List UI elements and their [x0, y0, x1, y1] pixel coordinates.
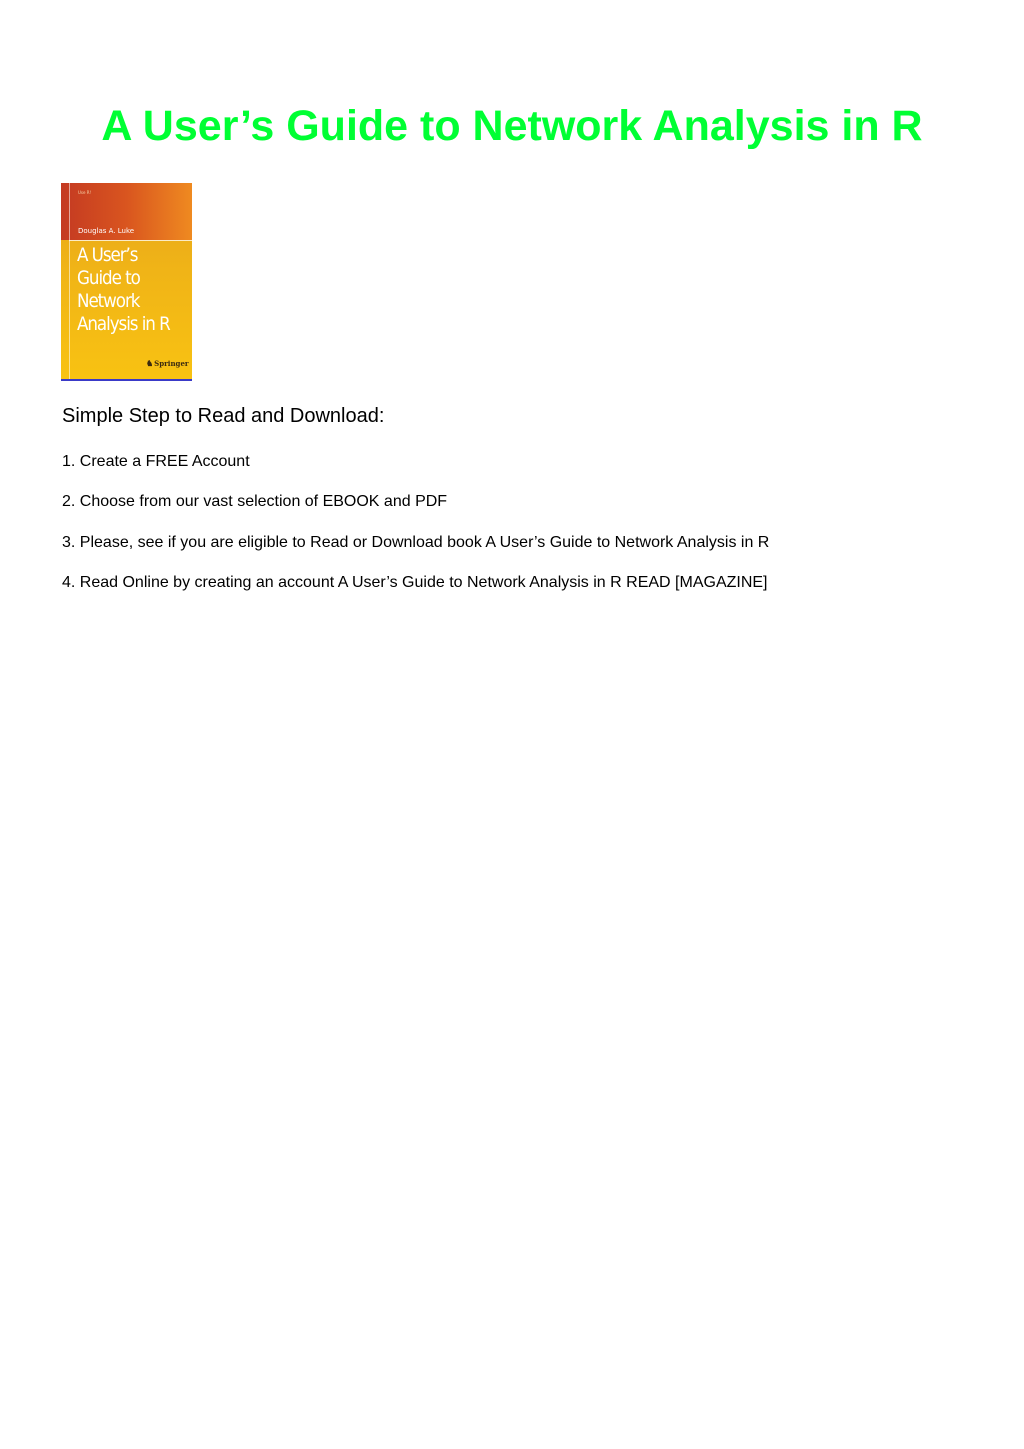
- springer-horse-icon: ♞: [146, 358, 154, 368]
- book-cover-image: [61, 183, 192, 379]
- cover-publisher-logo: [146, 358, 189, 368]
- page-title: A User’s Guide to Network Analysis in R: [101, 102, 923, 150]
- cover-horizontal-rule: [69, 240, 192, 241]
- book-cover-link[interactable]: [61, 183, 192, 381]
- cover-vertical-rule: [69, 183, 70, 379]
- cover-title: A User’s Guide to Network Analysis in R: [77, 244, 170, 335]
- steps-heading: Simple Step to Read and Download:: [62, 405, 385, 427]
- step-item: 4. Read Online by creating an account A User’s Guide to Network Analysis in R READ [MAGAZINE]: [62, 574, 768, 591]
- step-item: 3. Please, see if you are eligible to Read or Download book A User’s Guide to Network Analysis in R: [62, 534, 770, 551]
- cover-publisher-name: Springer: [154, 359, 189, 368]
- step-item: 1. Create a FREE Account: [62, 453, 250, 470]
- step-item: 2. Choose from our vast selection of EBOOK and PDF: [62, 493, 448, 510]
- cover-series-label: Use R!: [78, 190, 92, 195]
- cover-author: Douglas A. Luke: [78, 227, 135, 235]
